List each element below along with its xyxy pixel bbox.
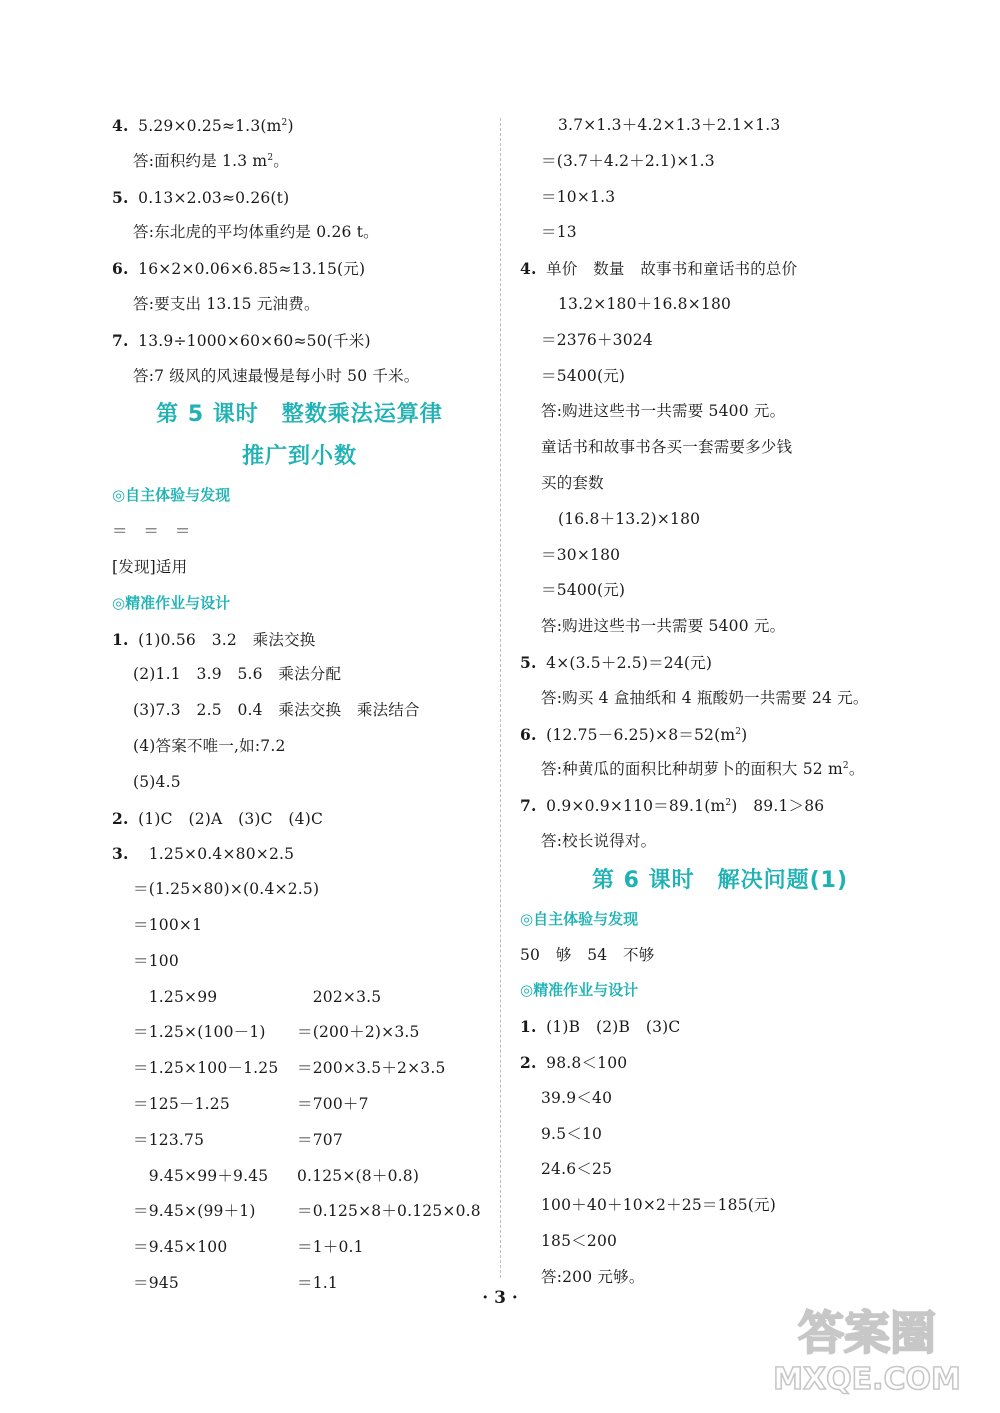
calc-line: ＝10×1.3 — [541, 187, 616, 206]
q2-statement: 答:200 元够。 — [541, 1267, 645, 1286]
q2-line: 24.6＜25 — [541, 1160, 613, 1179]
calc-pair-row: ＝945 ＝1.1 — [133, 1273, 338, 1292]
q2-line: 100＋40＋10×2＋25＝185(元) — [541, 1196, 776, 1215]
enough-line: 50 够 54 不够 — [520, 945, 655, 964]
q6-line: 6. $(12.75-6.25)\times 8=52(m^2)$ — [520, 724, 748, 744]
watermark-logo — [762, 1289, 972, 1399]
q4-line: (16.8＋13.2)×180 — [558, 509, 701, 528]
discovery-line: [发现]适用 — [112, 557, 188, 576]
q3-line2: ＝(1.25×80)×(0.4×2.5) — [133, 880, 320, 899]
calc-line: 3.7×1.3＋4.2×1.3＋2.1×1.3 — [558, 116, 781, 134]
answer-6-statement: 答:要支出 13.15 元油费。 — [133, 294, 320, 313]
q2-answers: 2. (1)C (2)A (3)C (4)C — [112, 808, 324, 828]
q1-answers: 1. (1)B (2)B (3)C — [520, 1017, 681, 1037]
q6-statement: 答:种黄瓜的面积比种胡萝卜的面积大 52 $m^2$。 — [541, 760, 865, 779]
answer-7-statement: 答:7 级风的风速最慢是每小时 50 千米。 — [133, 366, 420, 385]
answer-4: 4. $5.29\times 0.25\approx 1.3(m^2)$ — [112, 116, 294, 135]
q4-line: ＝5400(元) — [541, 366, 626, 385]
lesson-6-title: 第 6 课时 解决问题(1) — [591, 867, 849, 893]
q4-line: 13.2×180＋16.8×180 — [558, 294, 732, 313]
q2-line: 39.9＜40 — [541, 1088, 613, 1107]
page-number: · 3 · — [482, 1288, 518, 1308]
section-precise-homework: ◎精准作业与设计 — [520, 981, 639, 1000]
calc-pair-row: 1.25×99 202×3.5 — [133, 987, 382, 1006]
calc-line: ＝(3.7＋4.2＋2.1)×1.3 — [541, 151, 715, 170]
calc-pair-row: ＝1.25×100－1.25 ＝200×3.5＋2×3.5 — [133, 1059, 446, 1078]
q7-statement: 答:校长说得对。 — [541, 831, 657, 850]
q3-line4: ＝100 — [133, 951, 179, 970]
q3-line1: 3. 1.25×0.4×80×2.5 — [112, 844, 295, 864]
q5-line: 5. 4×(3.5＋2.5)＝24(元) — [520, 652, 713, 672]
calc-pair-row: ＝9.45×100 ＝1＋0.1 — [133, 1238, 364, 1257]
right-column — [520, 108, 920, 1296]
q1-part3: (3)7.3 2.5 0.4 乘法交换 乘法结合 — [133, 701, 420, 720]
q2-line: 185＜200 — [541, 1231, 618, 1250]
q7-line: 7. $0.9\times 0.9\times 110=89.1(m^2)$ 89.1＞86 — [520, 796, 825, 816]
q1-part5: (5)4.5 — [133, 772, 181, 791]
q5-statement: 答:购买 4 盒抽纸和 4 瓶酸奶一共需要 24 元。 — [541, 688, 869, 707]
answer-7: 7. 13.9÷1000×60×60≈50(千米) — [112, 330, 371, 350]
q4-line: ＝30×180 — [541, 545, 621, 564]
q4-line: 答:购进这些书一共需要 5400 元。 — [541, 402, 786, 421]
q1-part2: (2)1.1 3.9 5.6 乘法分配 — [133, 665, 342, 684]
q4-header: 4. 单价 数量 故事书和童话书的总价 — [520, 259, 798, 279]
calc-pair-row: ＝123.75 ＝707 — [133, 1130, 343, 1149]
q4-line: ＝2376＋3024 — [541, 330, 653, 349]
q4-line: 买的套数 — [541, 473, 604, 492]
q2-line: 9.5＜10 — [541, 1124, 603, 1143]
q4-line: 童话书和故事书各买一套需要多少钱 — [541, 438, 793, 457]
q2-line: 2. 98.8＜100 — [520, 1052, 628, 1072]
lesson-5-title: 第 5 课时 整数乘法运算律 — [156, 402, 443, 428]
column-divider — [500, 118, 501, 1278]
left-column — [112, 108, 487, 1302]
q4-line: ＝5400(元) — [541, 581, 626, 600]
q3-line3: ＝100×1 — [133, 915, 203, 934]
watermark-text: 答案圈 — [798, 1306, 936, 1360]
calc-pair-row: ＝125－1.25 ＝700＋7 — [133, 1094, 369, 1113]
calc-pair-row: ＝1.25×(100－1) ＝(200＋2)×3.5 — [133, 1023, 420, 1042]
q4-line: 答:购进这些书一共需要 5400 元。 — [541, 617, 786, 636]
calc-pair-row: ＝9.45×(99＋1) ＝0.125×8＋0.125×0.8 — [133, 1202, 481, 1221]
equals-line: ＝ ＝ ＝ — [112, 522, 191, 541]
answer-5: 5. 0.13×2.03≈0.26(t) — [112, 187, 290, 207]
calc-pair-row: 9.45×99＋9.45 0.125×(8＋0.8) — [133, 1166, 420, 1185]
answer-6: 6. 16×2×0.06×6.85≈13.15(元) — [112, 259, 366, 279]
watermark-url: MXQE.COM — [773, 1362, 961, 1397]
q1-part1: 1. (1)0.56 3.2 乘法交换 — [112, 629, 316, 649]
calc-line: ＝13 — [541, 223, 577, 242]
q1-part4: (4)答案不唯一,如:7.2 — [133, 736, 286, 755]
answer-5-statement: 答:东北虎的平均体重约是 0.26 t。 — [133, 223, 379, 242]
section-self-experience: ◎自主体验与发现 — [520, 909, 639, 928]
answer-4-statement: 答:面积约是 1.3 $m^2$。 — [133, 151, 289, 170]
section-self-experience: ◎自主体验与发现 — [112, 486, 231, 505]
section-precise-homework: ◎精准作业与设计 — [112, 593, 231, 612]
lesson-5-title-line2: 推广到小数 — [241, 444, 357, 470]
